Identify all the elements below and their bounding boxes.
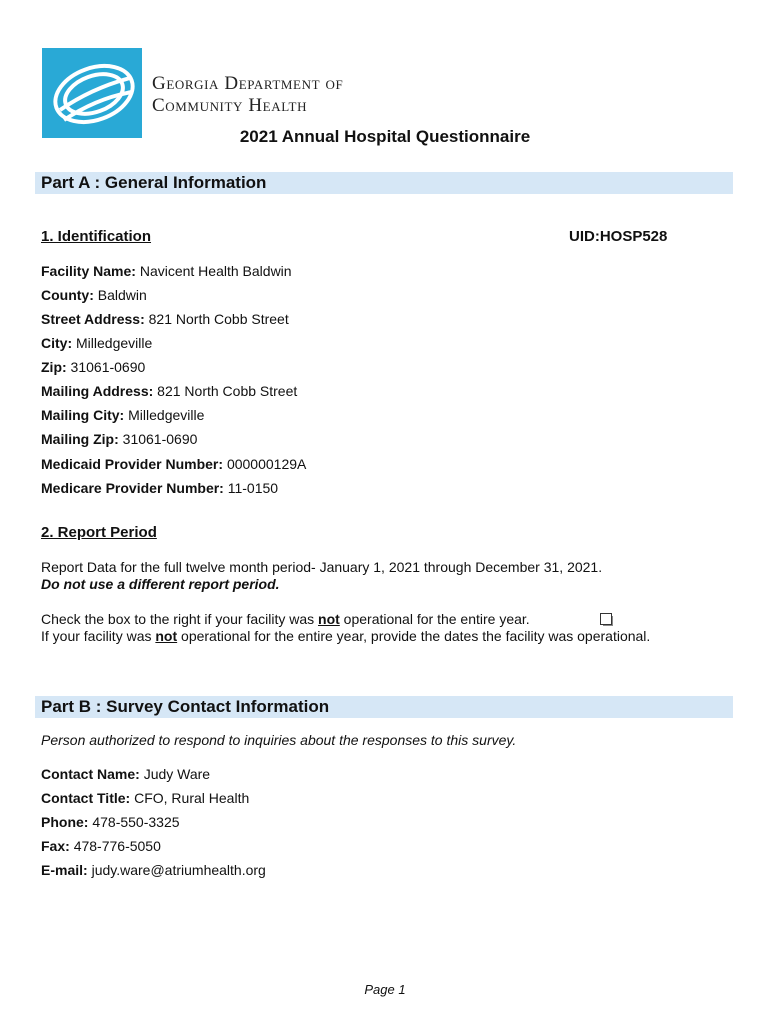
part-a-header (35, 172, 733, 194)
field-value: Navicent Health Baldwin (139, 263, 292, 279)
field-value: 000000129A (226, 456, 307, 472)
part-b-title: Part B : Survey Contact Information (41, 697, 330, 716)
field-mailing-city (41, 407, 204, 423)
part-a-title: Part A : General Information (41, 173, 267, 192)
field-label: Mailing Zip: (41, 431, 119, 447)
part-b-header (35, 696, 733, 718)
field-value: 11-0150 (227, 480, 279, 496)
field-value: Judy Ware (143, 766, 211, 782)
page-number: Page 1 (364, 982, 406, 997)
field-value: 478-550-3325 (92, 814, 180, 830)
field-label: Medicaid Provider Number: (41, 456, 224, 472)
contact-note: Person authorized to respond to inquiries about the responses to this survey. (41, 732, 517, 748)
org-name (152, 74, 343, 116)
field-email (41, 862, 266, 878)
field-value: 31061-0690 (122, 431, 198, 447)
field-value: Milledgeville (76, 335, 153, 351)
field-label: Phone: (41, 814, 89, 830)
org-name-line2: Community Health (152, 95, 308, 116)
report-period-text: Report Data for the full twelve month period- January 1, 2021 through December 31, 2021. (41, 559, 603, 575)
identification-heading: 1. Identification (41, 228, 152, 245)
report-period-heading: 2. Report Period (41, 524, 157, 541)
operational-dates-instruction (41, 628, 650, 644)
not-operational-checkbox[interactable] (600, 613, 612, 625)
document-title: 2021 Annual Hospital Questionnaire (239, 127, 531, 146)
field-county (41, 287, 147, 303)
field-label: Street Address: (41, 311, 145, 327)
field-city (41, 335, 152, 351)
field-facility-name (41, 263, 292, 279)
field-value: Baldwin (97, 287, 147, 303)
field-label: Contact Name: (41, 766, 140, 782)
field-label: Mailing Address: (41, 383, 154, 399)
field-label: Fax: (41, 838, 70, 854)
field-mailing-address (41, 383, 297, 399)
report-period-warning: Do not use a different report period. (41, 576, 280, 592)
field-value: 821 North Cobb Street (157, 383, 298, 399)
text-segment: operational for the entire year, provide the dates the facility was operational. (177, 628, 651, 644)
field-label: Medicare Provider Number: (41, 480, 224, 496)
field-value: 478-776-5050 (73, 838, 161, 854)
field-label: Mailing City: (41, 407, 125, 423)
field-street-address (41, 311, 289, 327)
field-label: E-mail: (41, 862, 88, 878)
field-zip (41, 359, 145, 375)
dch-logo (42, 48, 142, 138)
text-segment: operational for the entire year. (339, 611, 530, 627)
field-value: judy.ware@atriumhealth.org (91, 862, 266, 878)
field-medicare-provider-number (41, 480, 278, 496)
uid-label: UID:HOSP528 (569, 228, 668, 245)
org-name-line1: Georgia Department of (152, 73, 344, 94)
field-value: Milledgeville (128, 407, 205, 423)
field-label: City: (41, 335, 73, 351)
field-value: 821 North Cobb Street (148, 311, 289, 327)
field-label: County: (41, 287, 94, 303)
field-label: Facility Name: (41, 263, 136, 279)
field-medicaid-provider-number (41, 456, 306, 472)
not-operational-instruction (41, 611, 530, 627)
field-contact-title (41, 790, 249, 806)
field-mailing-zip (41, 431, 197, 447)
field-value: 31061-0690 (70, 359, 146, 375)
field-contact-name (41, 766, 210, 782)
field-value: CFO, Rural Health (134, 790, 250, 806)
field-fax (41, 838, 161, 854)
emphasis-not: not (318, 611, 340, 627)
text-segment: If your facility was (41, 628, 156, 644)
text-segment: Check the box to the right if your facility was (41, 611, 319, 627)
emphasis-not: not (155, 628, 178, 644)
field-phone (41, 814, 180, 830)
field-label: Zip: (41, 359, 67, 375)
field-label: Contact Title: (41, 790, 131, 806)
